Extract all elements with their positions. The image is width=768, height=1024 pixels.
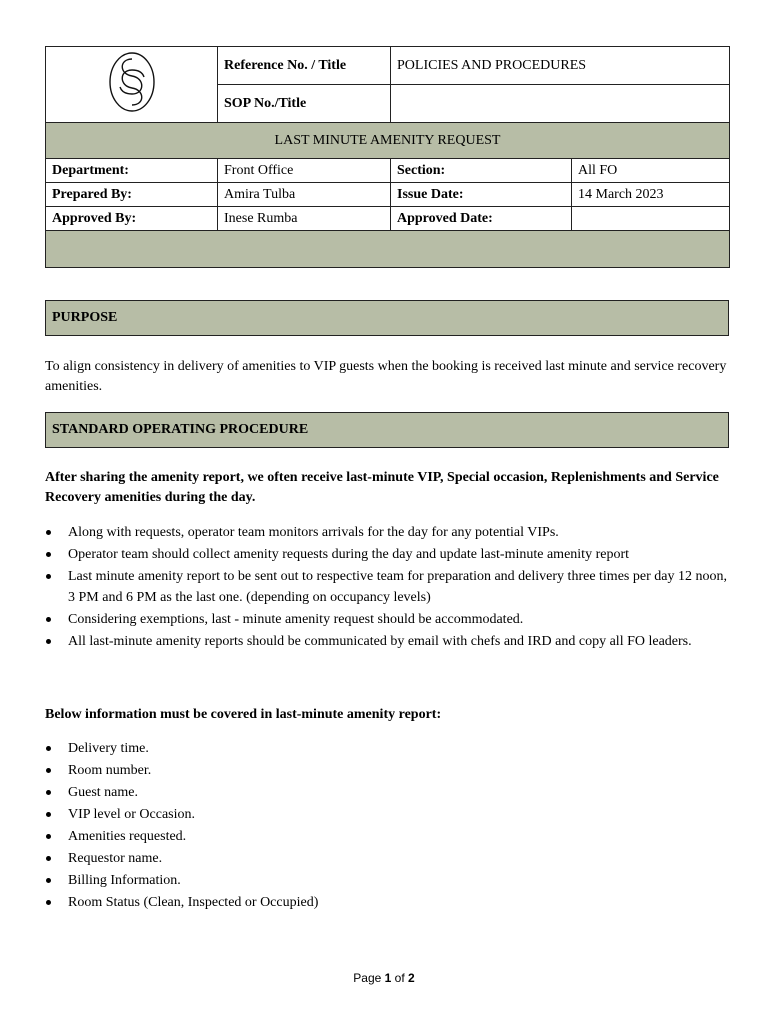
document-title: LAST MINUTE AMENITY REQUEST [46,123,730,159]
department-value: Front Office [218,159,391,183]
purpose-heading: PURPOSE [45,300,729,336]
page-mid: of [391,971,409,985]
header-footer-band [46,231,730,268]
page-total: 2 [408,971,415,985]
sop-heading: STANDARD OPERATING PROCEDURE [45,412,729,448]
prepared-label: Prepared By: [46,183,218,207]
list-item: Operator team should collect amenity requests during the day and update last-minute amenity report [45,544,735,565]
sop-value [391,85,730,123]
header-table [45,46,730,268]
sop-bullet-list [45,522,735,653]
list-item: Delivery time. [45,738,735,759]
list-item: Room Status (Clean, Inspected or Occupied) [45,892,735,913]
approved-value: Inese Rumba [218,207,391,231]
prepared-value: Amira Tulba [218,183,391,207]
approved-label: Approved By: [46,207,218,231]
reference-value: POLICIES AND PROCEDURES [391,47,730,85]
list-item: Guest name. [45,782,735,803]
report-info-heading: Below information must be covered in last-minute amenity report: [45,707,442,722]
logo [46,47,218,123]
approved-date-label: Approved Date: [391,207,572,231]
list-item: Along with requests, operator team monitors arrivals for the day for any potential VIPs. [45,522,735,543]
list-item: All last-minute amenity reports should be communicated by email with chefs and IRD and copy all FO leaders. [45,631,735,652]
page-prefix: Page [353,971,385,985]
list-item: VIP level or Occasion. [45,804,735,825]
list-item: Requestor name. [45,848,735,869]
purpose-text: To align consistency in delivery of amenities to VIP guests when the booking is received last minute and service recovery amenities. [45,359,727,394]
report-info-list [45,738,735,914]
page-current: 1 [384,971,392,985]
list-item: Room number. [45,760,735,781]
sop-label: SOP No./Title [218,85,391,123]
issue-date-label: Issue Date: [391,183,572,207]
section-value: All FO [572,159,730,183]
list-item: Last minute amenity report to be sent out to respective team for preparation and delivery three times per day 12 noon, 3 PM and 6 PM as the last one. (depending on occupancy levels) [45,566,735,608]
page-number [0,971,768,985]
department-label: Department: [46,159,218,183]
list-item: Billing Information. [45,870,735,891]
approved-date-value [572,207,730,231]
company-logo-icon [104,50,160,114]
issue-date-value: 14 March 2023 [572,183,730,207]
reference-label: Reference No. / Title [218,47,391,85]
list-item: Considering exemptions, last - minute amenity request should be accommodated. [45,609,735,630]
sop-intro: After sharing the amenity report, we often receive last-minute VIP, Special occasion, Replenishments and Service Recovery amenities during the day. [45,470,719,505]
section-label: Section: [391,159,572,183]
list-item: Amenities requested. [45,826,735,847]
